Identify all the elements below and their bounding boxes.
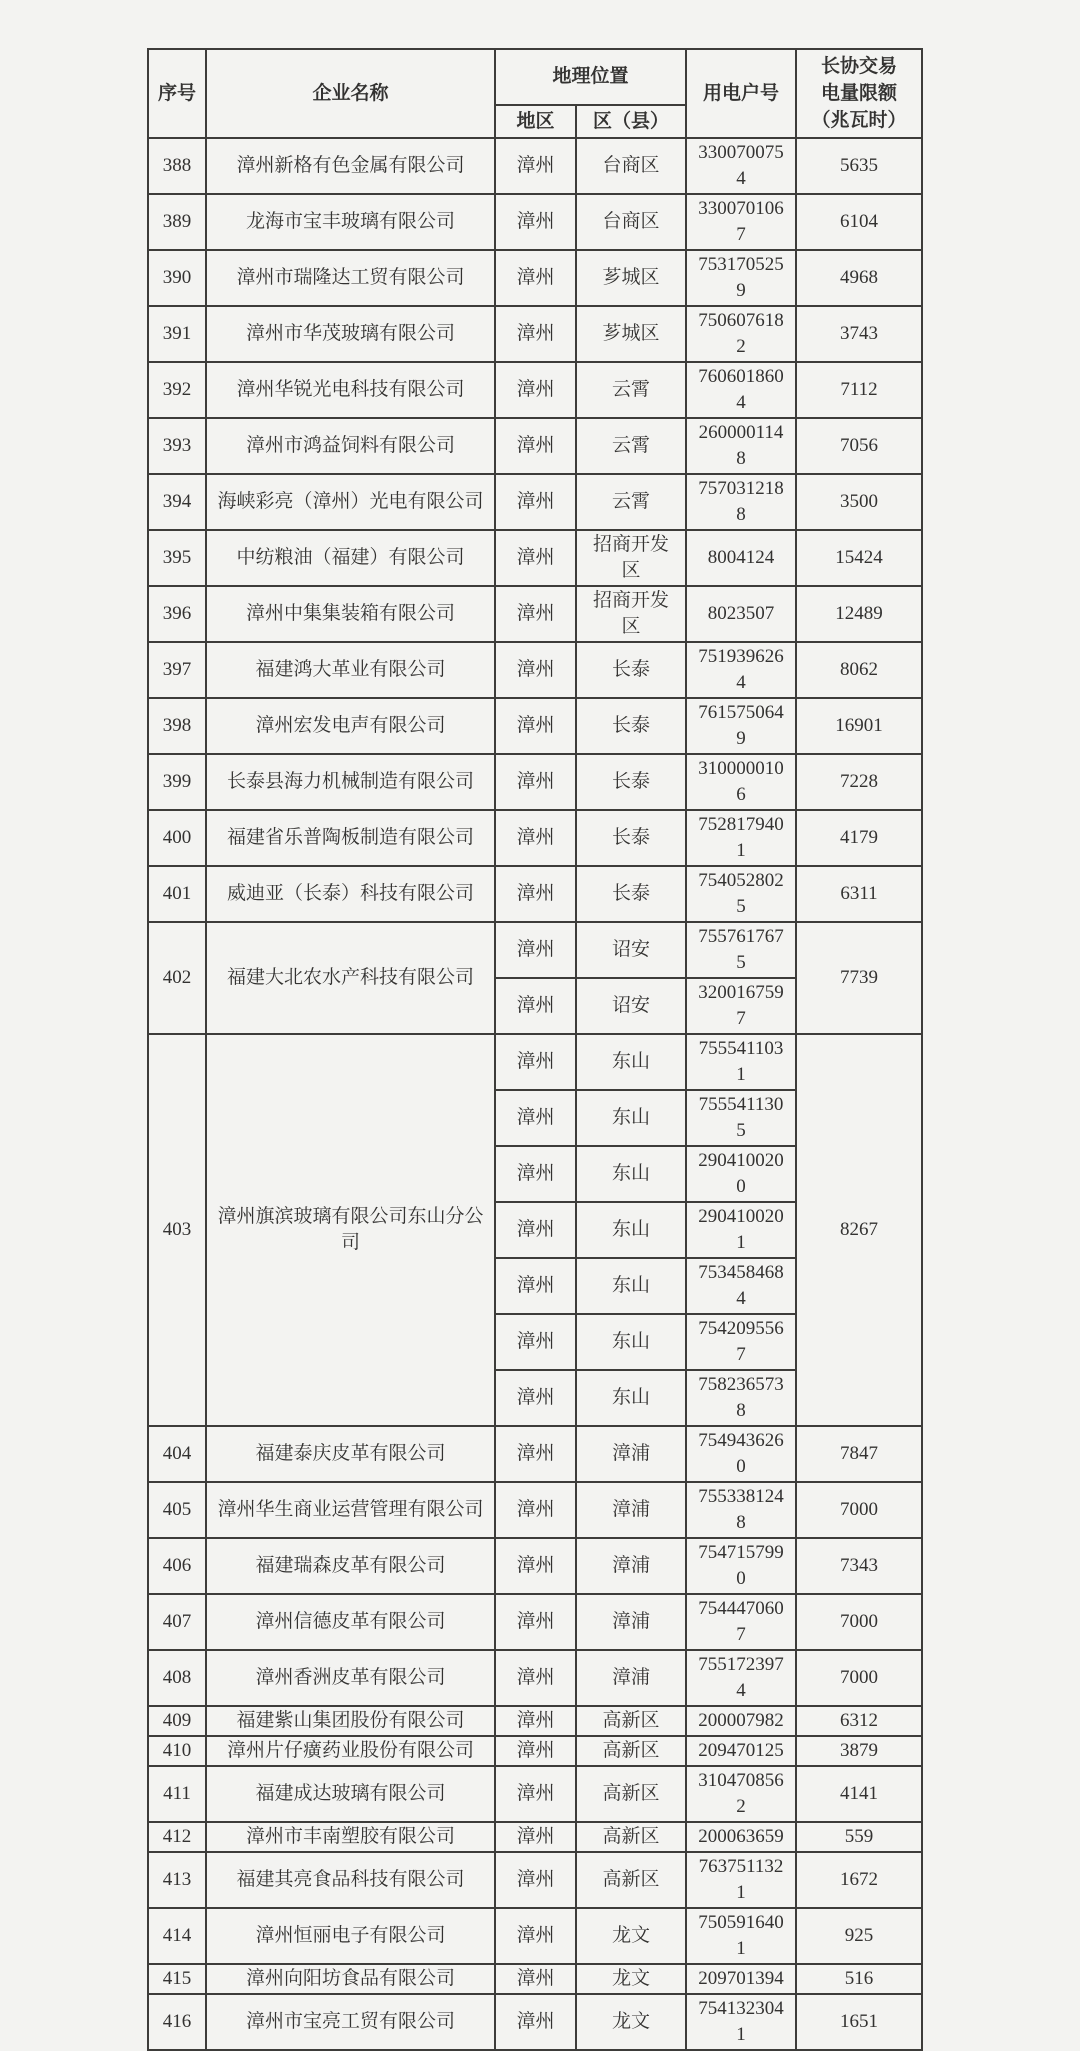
serial-cell: 410 — [148, 1736, 206, 1766]
table-row — [148, 698, 922, 754]
account-cell: 7557617675 — [686, 922, 796, 978]
limit-cell: 12489 — [796, 586, 922, 642]
table-row — [148, 642, 922, 698]
account-cell: 7606018604 — [686, 362, 796, 418]
limit-cell: 4179 — [796, 810, 922, 866]
table-row — [148, 530, 922, 586]
region-cell: 漳州 — [495, 1314, 576, 1370]
serial-cell: 397 — [148, 642, 206, 698]
limit-cell: 3743 — [796, 306, 922, 362]
header-region: 地区 — [495, 105, 576, 138]
company-cell: 龙海市宝丰玻璃有限公司 — [206, 194, 495, 250]
region-cell: 漳州 — [495, 1650, 576, 1706]
header-location: 地理位置 — [495, 49, 686, 105]
district-cell: 芗城区 — [576, 306, 686, 362]
account-cell: 8023507 — [686, 586, 796, 642]
company-cell: 威迪亚（长泰）科技有限公司 — [206, 866, 495, 922]
region-cell: 漳州 — [495, 138, 576, 194]
serial-cell: 390 — [148, 250, 206, 306]
serial-cell: 412 — [148, 1822, 206, 1852]
company-cell: 漳州华锐光电科技有限公司 — [206, 362, 495, 418]
table-row — [148, 1736, 922, 1766]
district-cell: 漳浦 — [576, 1482, 686, 1538]
region-cell: 漳州 — [495, 1146, 576, 1202]
district-cell: 高新区 — [576, 1822, 686, 1852]
serial-cell: 391 — [148, 306, 206, 362]
company-cell: 漳州市丰南塑胶有限公司 — [206, 1822, 495, 1852]
account-cell: 3300701067 — [686, 194, 796, 250]
region-cell: 漳州 — [495, 754, 576, 810]
company-cell: 海峡彩亮（漳州）光电有限公司 — [206, 474, 495, 530]
account-cell: 7553381248 — [686, 1482, 796, 1538]
company-cell: 漳州市瑞隆达工贸有限公司 — [206, 250, 495, 306]
header-district: 区（县） — [576, 105, 686, 138]
limit-cell: 7000 — [796, 1594, 922, 1650]
district-cell: 漳浦 — [576, 1426, 686, 1482]
district-cell: 龙文 — [576, 1964, 686, 1994]
district-cell: 龙文 — [576, 1908, 686, 1964]
district-cell: 诏安 — [576, 922, 686, 978]
district-cell: 高新区 — [576, 1706, 686, 1736]
region-cell: 漳州 — [495, 306, 576, 362]
district-cell: 漳浦 — [576, 1538, 686, 1594]
region-cell: 漳州 — [495, 1766, 576, 1822]
serial-cell: 396 — [148, 586, 206, 642]
account-cell: 3300700754 — [686, 138, 796, 194]
limit-cell: 6104 — [796, 194, 922, 250]
limit-cell: 4141 — [796, 1766, 922, 1822]
district-cell: 高新区 — [576, 1766, 686, 1822]
account-cell: 7551723974 — [686, 1650, 796, 1706]
region-cell: 漳州 — [495, 1090, 576, 1146]
district-cell: 龙文 — [576, 1994, 686, 2050]
account-cell: 209701394 — [686, 1964, 796, 1994]
table-body — [148, 138, 922, 2050]
region-cell: 漳州 — [495, 1538, 576, 1594]
account-cell: 200007982 — [686, 1706, 796, 1736]
serial-cell: 409 — [148, 1706, 206, 1736]
account-cell: 7637511321 — [686, 1852, 796, 1908]
serial-cell: 399 — [148, 754, 206, 810]
table-row — [148, 474, 922, 530]
limit-cell: 516 — [796, 1964, 922, 1994]
limit-cell: 7000 — [796, 1482, 922, 1538]
account-cell: 7549436260 — [686, 1426, 796, 1482]
table-row — [148, 1594, 922, 1650]
table-row — [148, 754, 922, 810]
serial-cell: 400 — [148, 810, 206, 866]
company-cell: 漳州信德皮革有限公司 — [206, 1594, 495, 1650]
limit-cell: 8062 — [796, 642, 922, 698]
district-cell: 诏安 — [576, 978, 686, 1034]
header-limit — [796, 49, 922, 138]
company-cell: 福建大北农水产科技有限公司 — [206, 922, 495, 1034]
district-cell: 漳浦 — [576, 1650, 686, 1706]
account-cell: 3104708562 — [686, 1766, 796, 1822]
district-cell: 东山 — [576, 1370, 686, 1426]
header-limit-line2: 电量限额 — [821, 83, 898, 104]
company-cell: 漳州片仔癀药业股份有限公司 — [206, 1736, 495, 1766]
account-cell: 3200167597 — [686, 978, 796, 1034]
header-limit-line1: 长协交易 — [821, 56, 898, 77]
region-cell: 漳州 — [495, 1736, 576, 1766]
serial-cell: 413 — [148, 1852, 206, 1908]
company-cell: 福建泰庆皮革有限公司 — [206, 1426, 495, 1482]
district-cell: 高新区 — [576, 1852, 686, 1908]
limit-cell: 4968 — [796, 250, 922, 306]
company-cell: 福建其亮食品科技有限公司 — [206, 1852, 495, 1908]
district-cell: 云霄 — [576, 418, 686, 474]
region-cell: 漳州 — [495, 1594, 576, 1650]
district-cell: 长泰 — [576, 754, 686, 810]
table-row — [148, 138, 922, 194]
limit-cell: 925 — [796, 1908, 922, 1964]
limit-cell: 7847 — [796, 1426, 922, 1482]
district-cell: 漳浦 — [576, 1594, 686, 1650]
limit-cell: 7056 — [796, 418, 922, 474]
serial-cell: 411 — [148, 1766, 206, 1822]
account-cell: 2904100200 — [686, 1146, 796, 1202]
region-cell: 漳州 — [495, 194, 576, 250]
company-cell: 漳州宏发电声有限公司 — [206, 698, 495, 754]
region-cell: 漳州 — [495, 922, 576, 978]
district-cell: 长泰 — [576, 698, 686, 754]
region-cell: 漳州 — [495, 698, 576, 754]
region-cell: 漳州 — [495, 866, 576, 922]
region-cell: 漳州 — [495, 1202, 576, 1258]
company-cell: 漳州新格有色金属有限公司 — [206, 138, 495, 194]
table-row — [148, 306, 922, 362]
limit-cell: 6311 — [796, 866, 922, 922]
company-cell: 漳州旗滨玻璃有限公司东山分公司 — [206, 1034, 495, 1426]
serial-cell: 403 — [148, 1034, 206, 1426]
serial-cell: 395 — [148, 530, 206, 586]
table-row — [148, 362, 922, 418]
account-cell: 7570312188 — [686, 474, 796, 530]
company-cell: 福建省乐普陶板制造有限公司 — [206, 810, 495, 866]
account-cell: 7582365738 — [686, 1370, 796, 1426]
company-cell: 福建紫山集团股份有限公司 — [206, 1706, 495, 1736]
serial-cell: 408 — [148, 1650, 206, 1706]
table-row — [148, 250, 922, 306]
region-cell: 漳州 — [495, 1706, 576, 1736]
company-cell: 中纺粮油（福建）有限公司 — [206, 530, 495, 586]
region-cell: 漳州 — [495, 1822, 576, 1852]
limit-cell: 1651 — [796, 1994, 922, 2050]
company-cell: 福建瑞森皮革有限公司 — [206, 1538, 495, 1594]
district-cell: 东山 — [576, 1314, 686, 1370]
serial-cell: 392 — [148, 362, 206, 418]
limit-cell: 3500 — [796, 474, 922, 530]
limit-cell: 7228 — [796, 754, 922, 810]
district-cell: 东山 — [576, 1146, 686, 1202]
serial-cell: 402 — [148, 922, 206, 1034]
region-cell: 漳州 — [495, 530, 576, 586]
table-row — [148, 1908, 922, 1964]
account-cell: 7540528025 — [686, 866, 796, 922]
account-cell: 7505916401 — [686, 1908, 796, 1964]
district-cell: 东山 — [576, 1202, 686, 1258]
serial-cell: 404 — [148, 1426, 206, 1482]
region-cell: 漳州 — [495, 474, 576, 530]
region-cell: 漳州 — [495, 1964, 576, 1994]
account-cell: 2600001148 — [686, 418, 796, 474]
district-cell: 长泰 — [576, 810, 686, 866]
account-cell: 7547157990 — [686, 1538, 796, 1594]
account-cell: 7531705259 — [686, 250, 796, 306]
header-account: 用电户号 — [686, 49, 796, 138]
limit-cell: 7739 — [796, 922, 922, 1034]
limit-cell: 5635 — [796, 138, 922, 194]
limit-cell: 3879 — [796, 1736, 922, 1766]
district-cell: 长泰 — [576, 866, 686, 922]
table-row — [148, 810, 922, 866]
account-cell: 8004124 — [686, 530, 796, 586]
region-cell: 漳州 — [495, 1908, 576, 1964]
company-cell: 漳州市鸿益饲料有限公司 — [206, 418, 495, 474]
company-cell: 福建成达玻璃有限公司 — [206, 1766, 495, 1822]
table-row — [148, 922, 922, 978]
limit-cell: 8267 — [796, 1034, 922, 1426]
serial-cell: 389 — [148, 194, 206, 250]
district-cell: 长泰 — [576, 642, 686, 698]
serial-cell: 415 — [148, 1964, 206, 1994]
serial-cell: 414 — [148, 1908, 206, 1964]
company-cell: 漳州华生商业运营管理有限公司 — [206, 1482, 495, 1538]
header-row-1 — [148, 49, 922, 105]
table-row — [148, 1482, 922, 1538]
table-row — [148, 1034, 922, 1090]
region-cell: 漳州 — [495, 362, 576, 418]
account-cell: 200063659 — [686, 1822, 796, 1852]
header-limit-line3: （兆瓦时） — [811, 110, 907, 131]
table-row — [148, 866, 922, 922]
account-cell: 7528179401 — [686, 810, 796, 866]
account-cell: 3100000106 — [686, 754, 796, 810]
account-cell: 7555411305 — [686, 1090, 796, 1146]
district-cell: 云霄 — [576, 474, 686, 530]
account-cell: 7615750649 — [686, 698, 796, 754]
serial-cell: 388 — [148, 138, 206, 194]
table-header — [148, 49, 922, 138]
region-cell: 漳州 — [495, 1482, 576, 1538]
company-cell: 漳州向阳坊食品有限公司 — [206, 1964, 495, 1994]
region-cell: 漳州 — [495, 1994, 576, 2050]
account-cell: 7519396264 — [686, 642, 796, 698]
region-cell: 漳州 — [495, 418, 576, 474]
company-cell: 长泰县海力机械制造有限公司 — [206, 754, 495, 810]
table-row — [148, 194, 922, 250]
header-company: 企业名称 — [206, 49, 495, 138]
limit-cell: 7112 — [796, 362, 922, 418]
table-row — [148, 1822, 922, 1852]
table-row — [148, 1994, 922, 2050]
district-cell: 云霄 — [576, 362, 686, 418]
header-serial: 序号 — [148, 49, 206, 138]
electricity-quota-table — [147, 48, 923, 2051]
company-cell: 漳州恒丽电子有限公司 — [206, 1908, 495, 1964]
account-cell: 7555411031 — [686, 1034, 796, 1090]
serial-cell: 393 — [148, 418, 206, 474]
region-cell: 漳州 — [495, 1426, 576, 1482]
table-row — [148, 1964, 922, 1994]
district-cell: 芗城区 — [576, 250, 686, 306]
table-row — [148, 1852, 922, 1908]
limit-cell: 7000 — [796, 1650, 922, 1706]
limit-cell: 6312 — [796, 1706, 922, 1736]
region-cell: 漳州 — [495, 586, 576, 642]
region-cell: 漳州 — [495, 1852, 576, 1908]
table-row — [148, 418, 922, 474]
account-cell: 7542095567 — [686, 1314, 796, 1370]
account-cell: 7541323041 — [686, 1994, 796, 2050]
limit-cell: 15424 — [796, 530, 922, 586]
region-cell: 漳州 — [495, 810, 576, 866]
region-cell: 漳州 — [495, 1258, 576, 1314]
region-cell: 漳州 — [495, 642, 576, 698]
limit-cell: 559 — [796, 1822, 922, 1852]
district-cell: 东山 — [576, 1090, 686, 1146]
serial-cell: 394 — [148, 474, 206, 530]
table-row — [148, 1650, 922, 1706]
company-cell: 漳州市宝亮工贸有限公司 — [206, 1994, 495, 2050]
company-cell: 福建鸿大革业有限公司 — [206, 642, 495, 698]
account-cell: 209470125 — [686, 1736, 796, 1766]
company-cell: 漳州市华茂玻璃有限公司 — [206, 306, 495, 362]
limit-cell: 16901 — [796, 698, 922, 754]
account-cell: 7534584684 — [686, 1258, 796, 1314]
serial-cell: 406 — [148, 1538, 206, 1594]
account-cell: 2904100201 — [686, 1202, 796, 1258]
district-cell: 东山 — [576, 1258, 686, 1314]
limit-cell: 1672 — [796, 1852, 922, 1908]
account-cell: 7506076182 — [686, 306, 796, 362]
district-cell: 招商开发区 — [576, 586, 686, 642]
company-cell: 漳州香洲皮革有限公司 — [206, 1650, 495, 1706]
district-cell: 高新区 — [576, 1736, 686, 1766]
district-cell: 东山 — [576, 1034, 686, 1090]
table-row — [148, 586, 922, 642]
table-row — [148, 1538, 922, 1594]
region-cell: 漳州 — [495, 1034, 576, 1090]
serial-cell: 398 — [148, 698, 206, 754]
account-cell: 7544470607 — [686, 1594, 796, 1650]
region-cell: 漳州 — [495, 250, 576, 306]
region-cell: 漳州 — [495, 1370, 576, 1426]
serial-cell: 416 — [148, 1994, 206, 2050]
table-row — [148, 1766, 922, 1822]
district-cell: 招商开发区 — [576, 530, 686, 586]
serial-cell: 407 — [148, 1594, 206, 1650]
district-cell: 台商区 — [576, 194, 686, 250]
company-cell: 漳州中集集装箱有限公司 — [206, 586, 495, 642]
region-cell: 漳州 — [495, 978, 576, 1034]
serial-cell: 405 — [148, 1482, 206, 1538]
district-cell: 台商区 — [576, 138, 686, 194]
serial-cell: 401 — [148, 866, 206, 922]
limit-cell: 7343 — [796, 1538, 922, 1594]
table-row — [148, 1426, 922, 1482]
table-row — [148, 1706, 922, 1736]
